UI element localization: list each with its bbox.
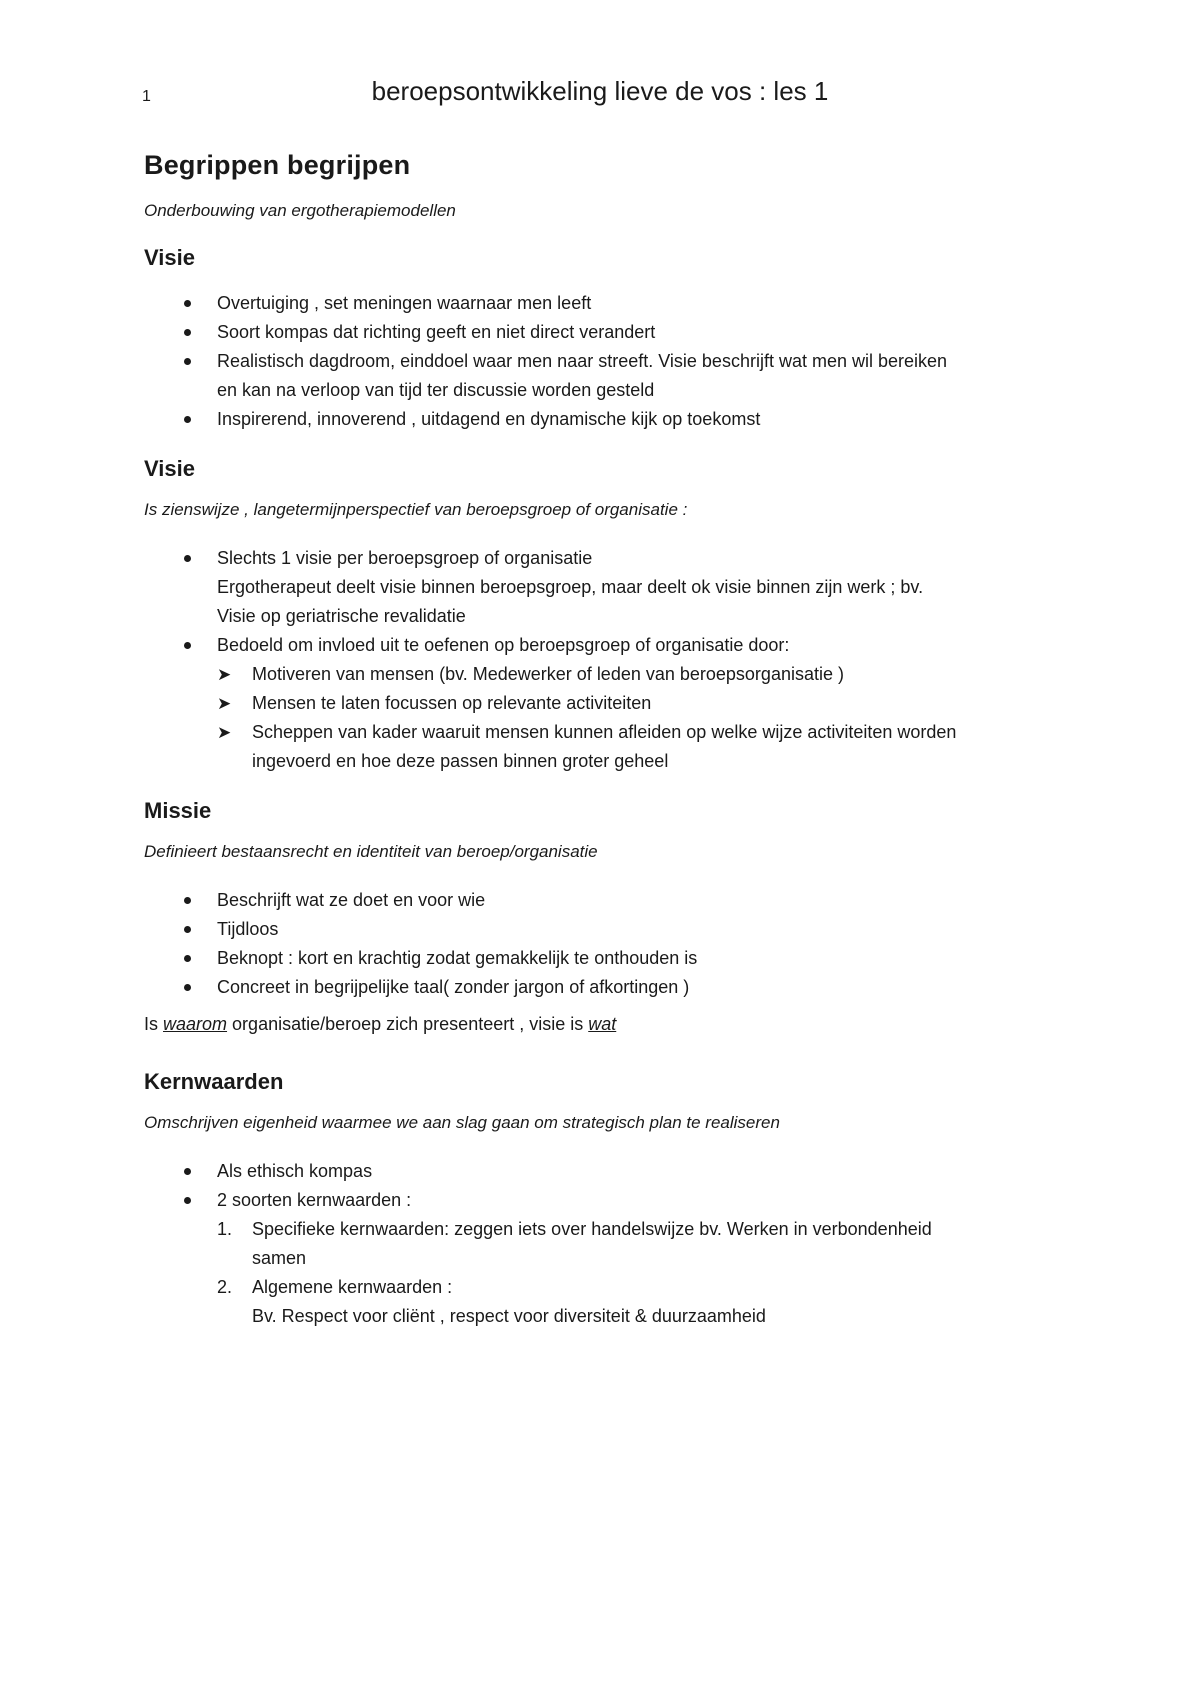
list-item-text: Beknopt : kort en krachtig zodat gemakkelijk te onthouden is (217, 948, 698, 968)
list-item-text: Realistisch dagdroom, einddoel waar men naar streeft. Visie beschrijft wat men wil bereiken (217, 351, 948, 371)
arrow-item-text: ➤ Scheppen van kader waaruit mensen kunnen afleiden op welke wijze activiteiten worden (252, 722, 957, 742)
list-item-text: Soort kompas dat richting geeft en niet direct verandert (217, 322, 656, 342)
list-item (144, 289, 1064, 318)
section-subtitle: Is zienswijze , langetermijnperspectief van beroepsgroep of organisatie : (144, 500, 688, 519)
item-number: 1. (217, 1219, 233, 1239)
list-item-text: Beschrijft wat ze doet en voor wie (217, 890, 486, 910)
list-item-text: Tijdloos (217, 919, 279, 939)
numbered-list (217, 1215, 1064, 1331)
note-text: Is (144, 1014, 164, 1034)
note-text: organisatie/beroep zich presenteert , visie is (227, 1014, 589, 1034)
arrow-item-text: ingevoerd en hoe deze passen binnen groter geheel (252, 751, 669, 771)
section-heading: Kernwaarden (144, 1069, 284, 1094)
section-missie (144, 798, 1064, 1039)
list-item-text: Als ethisch kompas (217, 1161, 373, 1181)
bullet-list (144, 544, 1064, 776)
list-item (144, 544, 1064, 631)
bullet-list (144, 289, 1064, 434)
main-heading: Begrippen begrijpen (144, 150, 411, 180)
list-item-text: Overtuiging , set meningen waarnaar men leeft (217, 293, 592, 313)
numbered-item-text: Bv. Respect voor cliënt , respect voor diversiteit & duurzaamheid (252, 1306, 766, 1326)
note-emphasis-wat: wat (588, 1014, 617, 1034)
numbered-item-text: samen (252, 1248, 307, 1268)
page-header (142, 76, 1058, 116)
main-subtitle: Onderbouwing van ergotherapiemodellen (144, 201, 456, 220)
section-heading: Visie (144, 456, 195, 481)
list-item (144, 886, 1064, 915)
list-item (144, 1186, 1064, 1331)
section-subtitle: Omschrijven eigenheid waarmee we aan slag gaan om strategisch plan te realiseren (144, 1113, 780, 1132)
arrow-item (217, 718, 1064, 776)
page-number: 1 (142, 88, 151, 105)
numbered-item (217, 1273, 1064, 1331)
arrow-item (217, 689, 1064, 718)
list-item (144, 973, 1064, 1002)
arrow-list (217, 660, 1064, 776)
list-item (144, 915, 1064, 944)
document-body (144, 150, 1064, 1353)
missie-note (144, 1010, 1064, 1039)
list-item-text: Ergotherapeut deelt visie binnen beroepsgroep, maar deelt ok visie binnen zijn werk ; bv. (217, 577, 924, 597)
document-title: beroepsontwikkeling lieve de vos : les 1 (371, 76, 829, 106)
list-item (144, 1157, 1064, 1186)
list-item-text: Visie op geriatrische revalidatie (217, 606, 466, 626)
list-item (144, 318, 1064, 347)
bullet-list (144, 886, 1064, 1002)
item-number: 2. (217, 1277, 233, 1297)
section-subtitle: Definieert bestaansrecht en identiteit van beroep/organisatie (144, 842, 598, 861)
numbered-item-text: Specifieke kernwaarden: zeggen iets over handelswijze bv. Werken in verbondenheid (252, 1219, 932, 1239)
arrow-item-text: ➤ Motiveren van mensen (bv. Medewerker of leden van beroepsorganisatie ) (252, 664, 844, 684)
section-heading: Visie (144, 245, 195, 270)
section-kernwaarden (144, 1069, 1064, 1331)
list-item (144, 944, 1064, 973)
list-item-text: Concreet in begrijpelijke taal( zonder jargon of afkortingen ) (217, 977, 690, 997)
list-item (144, 347, 1064, 405)
section-visie-2 (144, 456, 1064, 776)
arrow-item (217, 660, 1064, 689)
bullet-list (144, 1157, 1064, 1331)
note-emphasis-waarom: waarom (163, 1014, 228, 1034)
arrow-item-text: ➤ Mensen te laten focussen op relevante activiteiten (252, 693, 652, 713)
section-visie-1 (144, 245, 1064, 434)
list-item-text: Slechts 1 visie per beroepsgroep of organisatie (217, 548, 593, 568)
list-item-text: 2 soorten kernwaarden : (217, 1190, 412, 1210)
numbered-item (217, 1215, 1064, 1273)
list-item-text: Bedoeld om invloed uit te oefenen op beroepsgroep of organisatie door: (217, 635, 790, 655)
section-heading: Missie (144, 798, 212, 823)
list-item (144, 631, 1064, 776)
list-item-text: Inspirerend, innoverend , uitdagend en dynamische kijk op toekomst (217, 409, 761, 429)
numbered-item-text: Algemene kernwaarden : (252, 1277, 453, 1297)
list-item (144, 405, 1064, 434)
list-item-text: en kan na verloop van tijd ter discussie worden gesteld (217, 380, 655, 400)
